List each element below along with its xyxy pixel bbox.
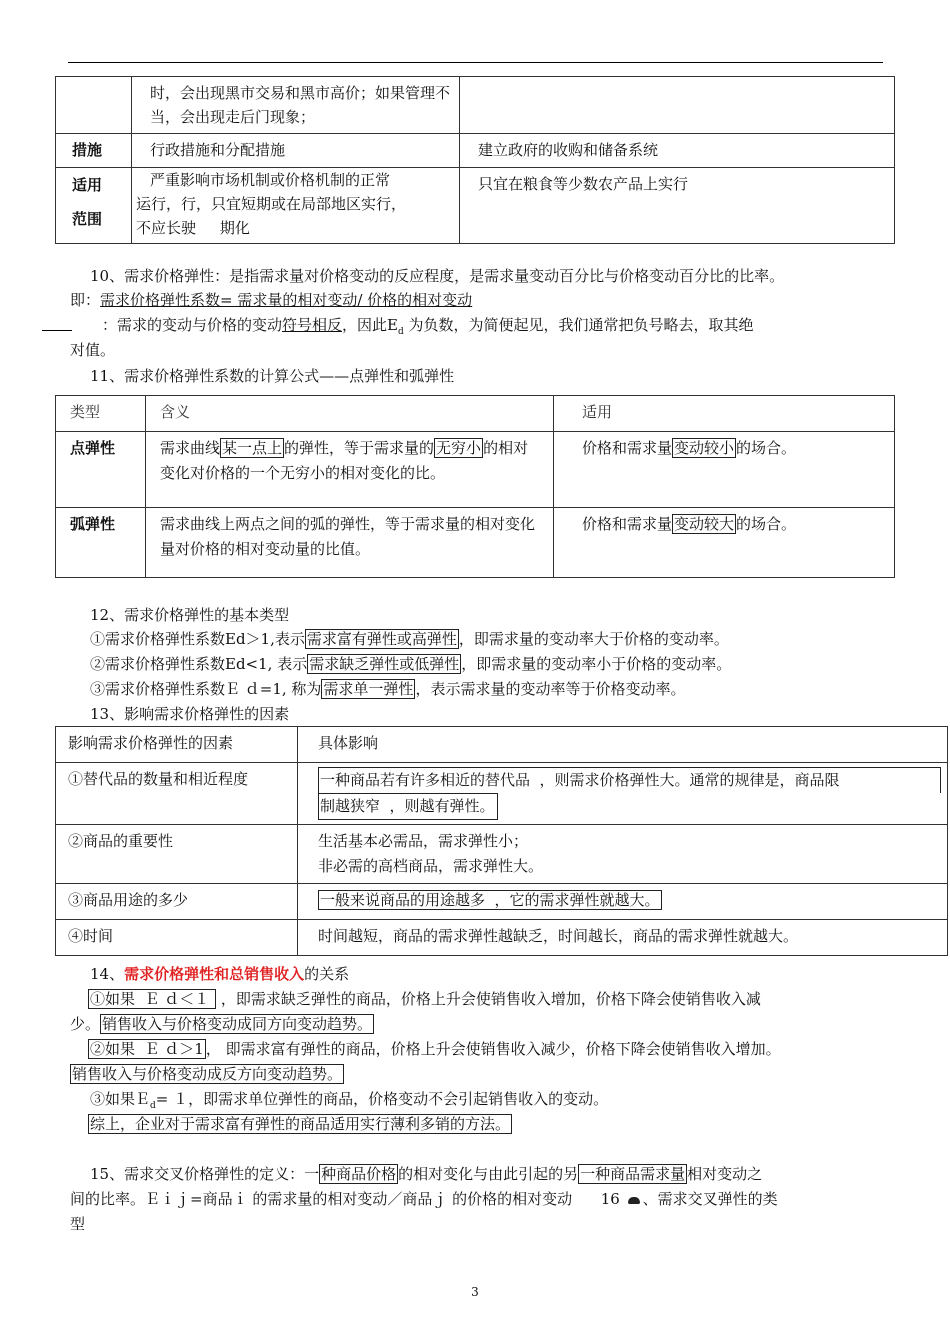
s12-item2 — [90, 652, 731, 676]
text: ，即需求量的变动率大于价格的变动率。 — [458, 630, 729, 648]
table-row — [56, 168, 895, 244]
factor-cell: ①替代品的数量和相近程度 — [56, 763, 298, 825]
cell-line: 不应长驶 期化 — [136, 219, 250, 237]
s10-line4: 对值。 — [70, 341, 116, 359]
type-cell: 弧弹性 — [56, 508, 146, 578]
s10-line3 — [102, 313, 754, 344]
text: 14、 — [90, 965, 125, 983]
s10-text: ，因此E — [342, 316, 398, 334]
text: = １，即需求单位弹性的商品，价格变动不会引起销售收入的变动。 — [155, 1090, 609, 1108]
s15-a — [90, 1162, 762, 1186]
page-number: 3 — [471, 1285, 479, 1299]
cell-text — [460, 77, 895, 134]
header-cell: 类型 — [56, 396, 146, 432]
factor-cell: ④时间 — [56, 920, 298, 956]
effect-cell — [298, 825, 948, 884]
s10-prefix: 即： — [70, 291, 101, 309]
boxed-conclusion: 销售收入与价格变动成反方向变动趋势。 — [72, 1065, 343, 1083]
header-cell: 具体影响 — [298, 727, 948, 763]
effect-cell: 时间越短，商品的需求弹性越缺乏，时间越长，商品的需求弹性就越大。 — [298, 920, 948, 956]
text: 价格和需求量 — [582, 439, 673, 457]
text: ，即需求缺乏弹性的商品，价格上升会使销售收入增加，价格下降会使销售收入减 — [216, 990, 761, 1008]
s15-b — [70, 1187, 778, 1211]
meaning-cell — [146, 432, 554, 508]
cell-text: 只宜在粮食等少数农产品上实行 — [460, 168, 895, 244]
subscript: d — [397, 327, 404, 337]
cell-text: 建立政府的收购和储备系统 — [460, 134, 895, 168]
type-cell: 点弹性 — [56, 432, 146, 508]
boxed-term: 无穷小 — [436, 439, 482, 457]
table-row — [56, 432, 895, 508]
s10-text: ：需求的变动与价格的变动 — [102, 316, 283, 334]
s14-a2 — [70, 1012, 374, 1036]
text: ③如果Ｅ — [90, 1090, 151, 1108]
blank-underline — [42, 330, 72, 331]
header-cell: 含义 — [146, 396, 554, 432]
s12-item3 — [90, 677, 685, 701]
factor-cell: ③商品用途的多少 — [56, 884, 298, 920]
text: 需求曲线 — [160, 439, 221, 457]
s14-a — [88, 987, 761, 1011]
text: ①需求价格弹性系数Ed＞1,表示 — [90, 630, 305, 648]
row-label: 措施 — [56, 134, 132, 168]
boxed-effect: 制越狭窄 ，则越有弹性。 — [318, 793, 498, 820]
elasticity-formula: 需求价格弹性系数= 需求量的相对变动/ 价格的相对变动 — [100, 291, 473, 309]
text: 相对变动之 — [687, 1165, 763, 1183]
text: 的弹性，等于需求量的 — [284, 439, 435, 457]
s12-item1 — [90, 627, 729, 651]
table-row — [56, 77, 895, 134]
text: ③需求价格弹性系数Ｅ ｄ=1, 称为 — [90, 680, 322, 698]
boxed-term: 某一点上 — [222, 439, 283, 457]
s11-title: 11、需求价格弹性系数的计算公式——点弹性和弧弹性 — [90, 367, 455, 385]
s14-b2 — [70, 1062, 344, 1086]
table-row — [56, 508, 895, 578]
factors-table — [55, 726, 948, 956]
text: 间的比率。Ｅｉｊ=商品ｉ 的需求量的相对变动／商品ｊ 的价格的相对变动 16 — [70, 1190, 625, 1208]
boxed-condition: ②如果 Ｅ ｄ＞1 — [90, 1040, 204, 1058]
text: ，即需求量的变动率小于价格的变动率。 — [461, 655, 732, 673]
header-cell: 影响需求价格弹性的因素 — [56, 727, 298, 763]
text: 的相对变化对价格的一个无穷小的相对变化的比。 — [160, 439, 529, 482]
price-control-table — [55, 76, 895, 244]
s10-text: 为负数，为简便起见，我们通常把负号略去，取其绝 — [403, 316, 754, 334]
text: ，表示需求量的变动率等于价格变动率。 — [415, 680, 686, 698]
point-arc-table — [55, 395, 895, 578]
text: 少。 — [70, 1015, 101, 1033]
table-row — [56, 825, 948, 884]
header-cell: 适用 — [554, 396, 895, 432]
header-rule — [68, 62, 883, 63]
text: 价格和需求量 — [582, 515, 673, 533]
table-header-row — [56, 396, 895, 432]
s13-title: 13、影响需求价格弹性的因素 — [90, 705, 290, 723]
boxed-effect: 一种商品若有许多相近的替代品 ，则需求价格弹性大。通常的规律是，商品限 — [318, 767, 941, 793]
boxed-summary: 综上，企业对于需求富有弹性的商品适用实行薄利多销的方法。 — [90, 1115, 511, 1133]
s14-d — [88, 1112, 512, 1136]
boxed-term: 变动较大 — [674, 515, 735, 533]
table-row — [56, 884, 948, 920]
effect-line: 非必需的高档商品，需求弹性大。 — [318, 857, 544, 875]
s15-c: 型 — [70, 1215, 86, 1233]
text: ②需求价格弹性系数Ed<1, 表示 — [90, 655, 308, 673]
boxed-term: 一种商品需求量 — [580, 1165, 686, 1183]
text: 的场合。 — [736, 439, 797, 457]
row-label-line: 范围 — [72, 210, 103, 228]
text: 的场合。 — [736, 515, 797, 533]
effect-cell — [298, 884, 948, 920]
table-row — [56, 134, 895, 168]
s14-title — [90, 962, 349, 986]
cell-text: 行政措施和分配措施 — [132, 134, 460, 168]
text: 的关系 — [304, 965, 350, 983]
s10-line1: 10、需求价格弹性：是指需求量对价格变动的反应程度，是需求量变动百分比与价格变动百分比的比率。 — [90, 267, 785, 285]
table-row — [56, 763, 948, 825]
subscript: d — [150, 1101, 156, 1111]
text: 的相对变化与由此引起的另 — [398, 1165, 579, 1183]
boxed-condition: ①如果 Ｅ ｄ＜１ — [90, 990, 215, 1008]
text: 15、需求交叉价格弹性的定义：一 — [90, 1165, 320, 1183]
s12-title: 12、需求价格弹性的基本类型 — [90, 606, 290, 624]
row-label-line: 适用 — [72, 176, 103, 194]
table-row — [56, 920, 948, 956]
s14-b — [88, 1037, 781, 1061]
cell-text — [132, 168, 460, 244]
usage-cell — [554, 432, 895, 508]
effect-cell — [298, 763, 948, 825]
text: 、需求交叉弹性的类 — [642, 1190, 778, 1208]
boxed-term: 需求富有弹性或高弹性 — [306, 630, 457, 648]
s10-line2 — [70, 288, 472, 312]
table-header-row — [56, 727, 948, 763]
cell-line: 运行，行，只宜短期或在局部地区实行， — [136, 195, 407, 213]
sign-opposite: 符号相反 — [282, 316, 343, 334]
boxed-effect: 一般来说商品的用途越多 ，它的需求弹性就越大。 — [320, 891, 660, 909]
row-label — [56, 77, 132, 134]
boxed-term: 需求单一弹性 — [323, 680, 414, 698]
cell-line: 严重影响市场机制或价格机制的正常 — [150, 171, 391, 189]
blob-icon — [628, 1197, 640, 1204]
cell-text: 时，会出现黑市交易和黑市高价；如果管理不当，会出现走后门现象； — [132, 77, 460, 134]
boxed-term: 种商品价格 — [321, 1165, 397, 1183]
boxed-term: 变动较小 — [674, 439, 735, 457]
factor-cell: ②商品的重要性 — [56, 825, 298, 884]
boxed-term: 需求缺乏弹性或低弹性 — [309, 655, 460, 673]
meaning-cell: 需求曲线上两点之间的弧的弹性，等于需求量的相对变化量对价格的相对变动量的比值。 — [146, 508, 554, 578]
highlight-term: 需求价格弹性和总销售收入 — [124, 965, 305, 983]
text: ， 即需求富有弹性的商品，价格上升会使销售收入减少，价格下降会使销售收入增加。 — [205, 1040, 781, 1058]
row-label — [56, 168, 132, 244]
effect-line: 生活基本必需品，需求弹性小； — [318, 832, 529, 850]
usage-cell — [554, 508, 895, 578]
boxed-conclusion: 销售收入与价格变动成同方向变动趋势。 — [102, 1015, 373, 1033]
